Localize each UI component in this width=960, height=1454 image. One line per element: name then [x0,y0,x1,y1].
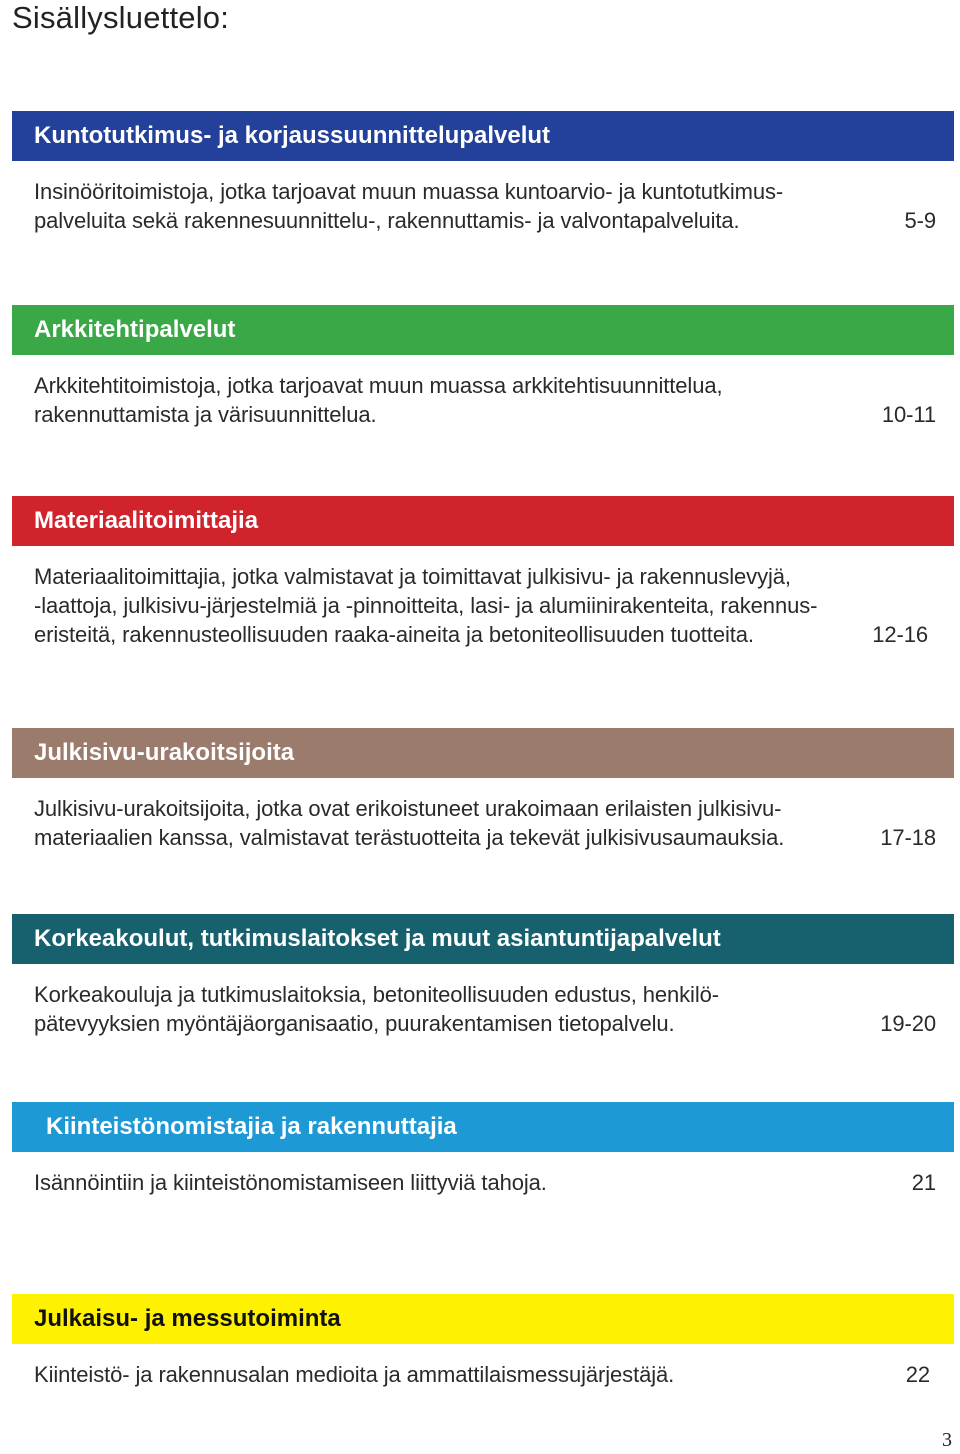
page-reference: 22 [905,1362,930,1387]
page-reference: 10-11 [881,402,936,427]
description-line: materiaalien kanssa, valmistavat terästuotteita ja tekevät julkisivusaumauksia. [34,825,785,850]
description-line: Isännöintiin ja kiinteistönomistamiseen liittyviä tahoja. [34,1170,547,1195]
section-heading-band [12,728,954,778]
page-reference: 17-18 [880,825,936,850]
section-description [12,562,954,649]
section-heading-band [12,111,954,161]
page-reference: 19-20 [880,1011,936,1036]
section-description [12,371,954,429]
toc-section-arkkitehtipalvelut [12,305,954,429]
description-line: rakennuttamista ja värisuunnittelua. [34,402,377,427]
toc-section-korkeakoulut [12,914,954,1038]
section-description [12,794,954,852]
toc-section-materiaalitoimittajia [12,496,954,649]
section-heading-band [12,1294,954,1344]
page-reference: 21 [911,1170,936,1195]
toc-section-kiinteistonomistajia [12,1102,954,1197]
page-number: 3 [942,1429,952,1451]
page-reference: 12-16 [872,622,928,647]
section-heading: Materiaalitoimittajia [34,507,259,534]
section-description [12,1360,954,1389]
section-heading-band [12,496,954,546]
section-description [12,1168,954,1197]
toc-section-julkisivu-urakoitsijoita [12,728,954,852]
section-heading-band [12,305,954,355]
section-description [12,980,954,1038]
description-line: pätevyyksien myöntäjäorganisaatio, puurakentamisen tietopalvelu. [34,1011,675,1036]
section-heading: Arkkitehtipalvelut [34,316,236,343]
section-heading: Kuntotutkimus- ja korjaussuunnittelupalvelut [34,122,551,149]
description-line: Arkkitehtitoimistoja, jotka tarjoavat muun muassa arkkitehtisuunnittelua, [34,373,723,398]
section-heading-band [12,914,954,964]
page-reference: 5-9 [904,208,936,233]
description-line: eristeitä, rakennusteollisuuden raaka-aineita ja betoniteollisuuden tuotteita. [34,622,754,647]
description-line: Materiaalitoimittajia, jotka valmistavat ja toimittavat julkisivu- ja rakennuslevyjä, [34,564,791,589]
description-line: Korkeakouluja ja tutkimuslaitoksia, betoniteollisuuden edustus, henkilö- [34,982,719,1007]
page-title: Sisällysluettelo: [12,0,230,35]
description-line: palveluita sekä rakennesuunnittelu-, rakennuttamis- ja valvontapalveluita. [34,208,740,233]
section-description [12,177,954,235]
description-line: Kiinteistö- ja rakennusalan medioita ja ammattilaismessujärjestäjä. [34,1362,675,1387]
description-line: Insinööritoimistoja, jotka tarjoavat muun muassa kuntoarvio- ja kuntotutkimus- [34,179,784,204]
section-heading: Korkeakoulut, tutkimuslaitokset ja muut asiantuntijapalvelut [34,925,721,952]
section-heading-band [12,1102,954,1152]
toc-section-kuntotutkimus [12,111,954,235]
description-line: -laattoja, julkisivu-järjestelmiä ja -pinnoitteita, lasi- ja alumiinirakenteita, rakennus- [34,593,818,618]
section-heading: Kiinteistönomistajia ja rakennuttajia [46,1113,457,1140]
section-heading: Julkaisu- ja messutoiminta [34,1305,341,1332]
description-line: Julkisivu-urakoitsijoita, jotka ovat erikoistuneet urakoimaan erilaisten julkisivu- [34,796,782,821]
toc-section-julkaisu-messutoiminta [12,1294,954,1389]
section-heading: Julkisivu-urakoitsijoita [34,739,295,766]
